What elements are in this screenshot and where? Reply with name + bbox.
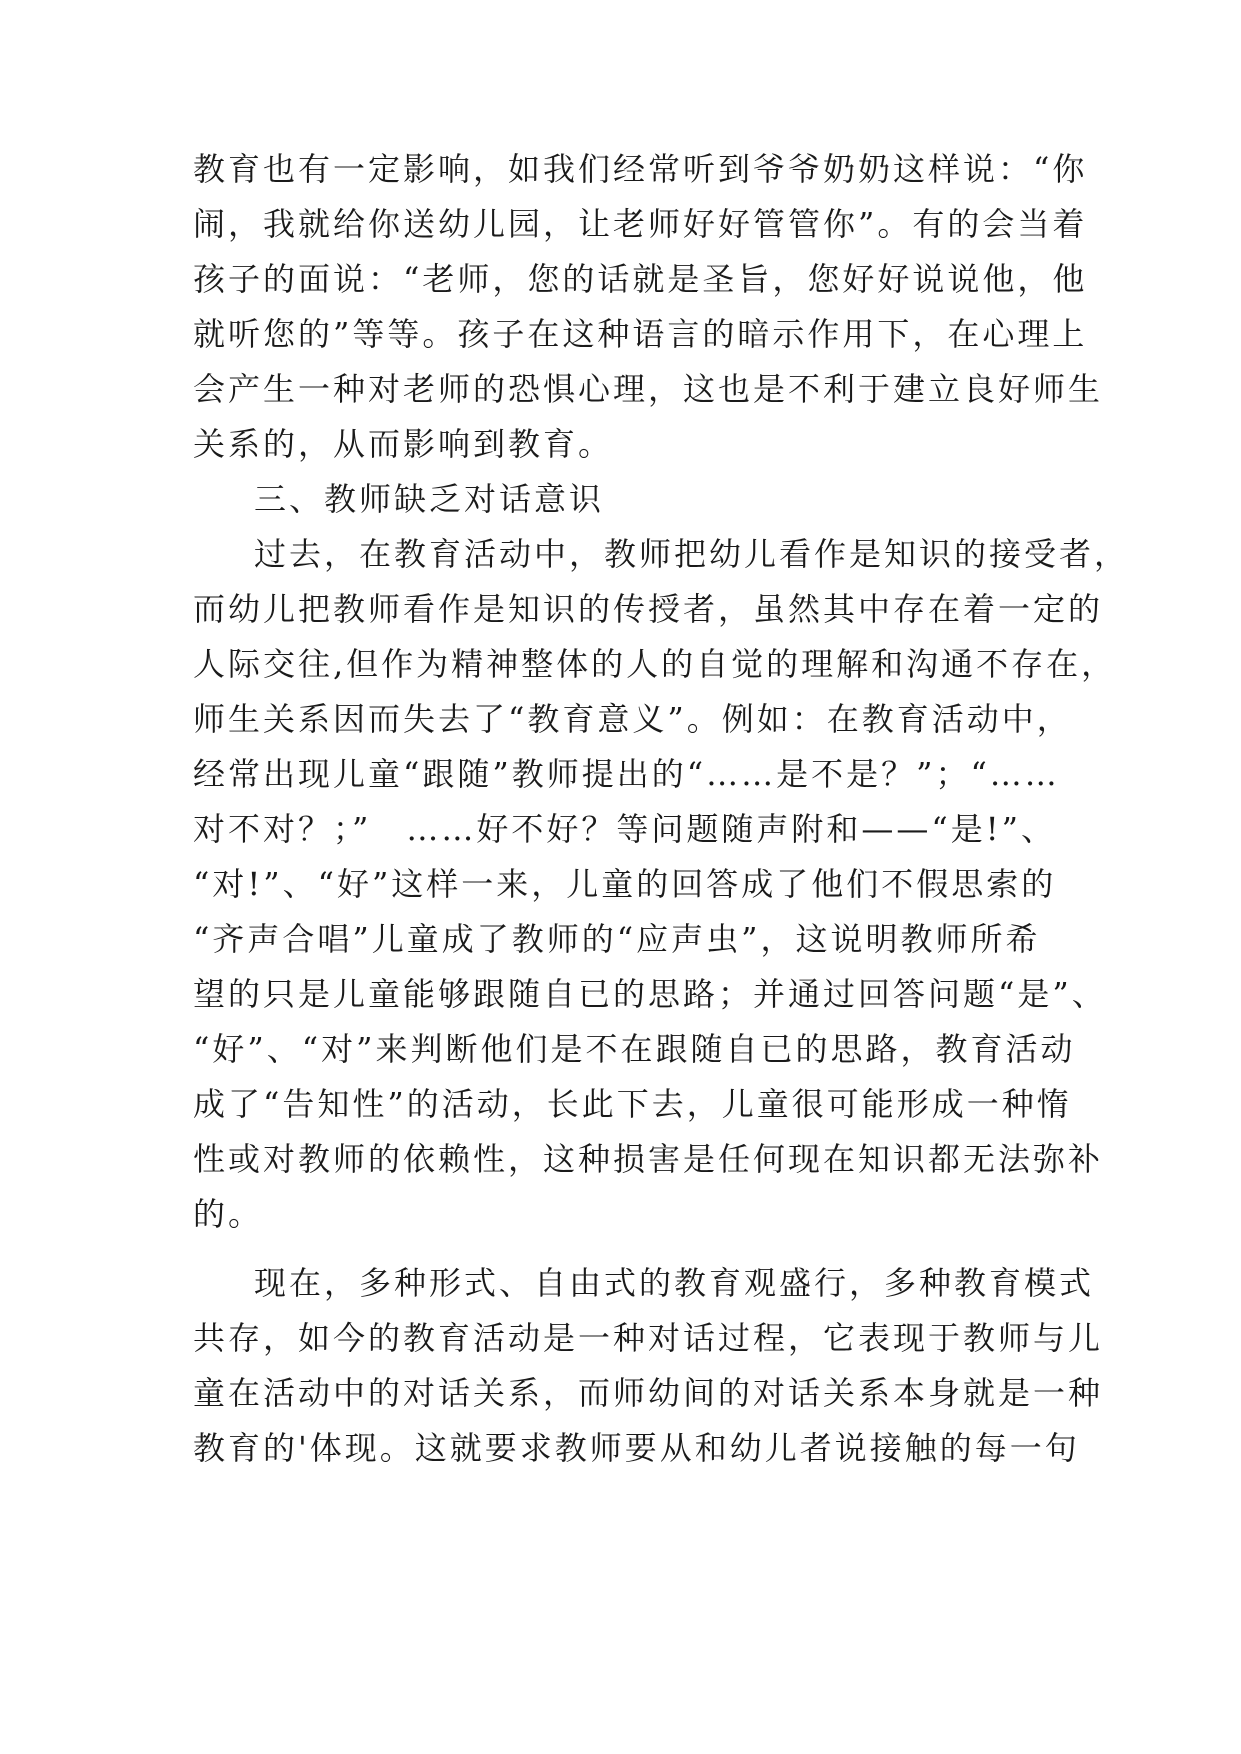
text-line: 人际交往,但作为精神整体的人的自觉的理解和沟通不存在， — [193, 645, 1117, 683]
text-line: 的。 — [193, 1195, 264, 1233]
text-line: 而幼儿把教师看作是知识的传授者，虽然其中存在着一定的 — [193, 590, 1104, 628]
text-line: 童在活动中的对话关系，而师幼间的对话关系本身就是一种 — [193, 1374, 1104, 1412]
text-line: 教育也有一定影响，如我们经常听到爷爷奶奶这样说：“你 — [193, 150, 1088, 188]
text-line: 共存，如今的教育活动是一种对话过程，它表现于教师与儿 — [193, 1319, 1104, 1357]
text-line: 师生关系因而失去了“教育意义”。例如：在教育活动中， — [193, 700, 1072, 738]
text-line: 望的只是儿童能够跟随自已的思路；并通过回答问题“是”、 — [193, 975, 1107, 1013]
text-line: 孩子的面说：“老师，您的话就是圣旨，您好好说说他，他 — [193, 260, 1088, 298]
text-line: “好”、“对”来判断他们是不在跟随自已的思路，教育活动 — [193, 1030, 1076, 1068]
text-line: 闹，我就给你送幼儿园，让老师好好管管你”。有的会当着 — [193, 205, 1088, 243]
text-line: 就听您的”等等。孩子在这种语言的暗示作用下，在心理上 — [193, 315, 1088, 353]
text-line: 经常出现儿童“跟随”教师提出的“……是不是？”；“…… — [193, 755, 1060, 793]
text-line: 现在，多种形式、自由式的教育观盛行，多种教育模式 — [254, 1264, 1095, 1302]
text-line: 会产生一种对老师的恐惧心理，这也是不利于建立良好师生 — [193, 370, 1104, 408]
text-line: 关系的，从而影响到教育。 — [193, 425, 614, 463]
text-line: 对不对？；” ……好不好？等问题随声附和——“是!”、 — [193, 810, 1056, 848]
text-line: “对!”、“好”这样一来，儿童的回答成了他们不假思索的 — [193, 865, 1057, 903]
text-line: “齐声合唱”儿童成了教师的“应声虫”，这说明教师所希 — [193, 920, 1041, 958]
text-line: 性或对教师的依赖性，这种损害是任何现在知识都无法弥补 — [193, 1140, 1104, 1178]
section-heading: 三、教师缺乏对话意识 — [254, 480, 605, 518]
text-line: 教育的'体现。这就要求教师要从和幼儿者说接触的每一句 — [193, 1429, 1080, 1467]
text-line: 过去，在教育活动中，教师把幼儿看作是知识的接受者， — [254, 535, 1130, 573]
text-line: 成了“告知性”的活动，长此下去，儿童很可能形成一种惰 — [193, 1085, 1072, 1123]
